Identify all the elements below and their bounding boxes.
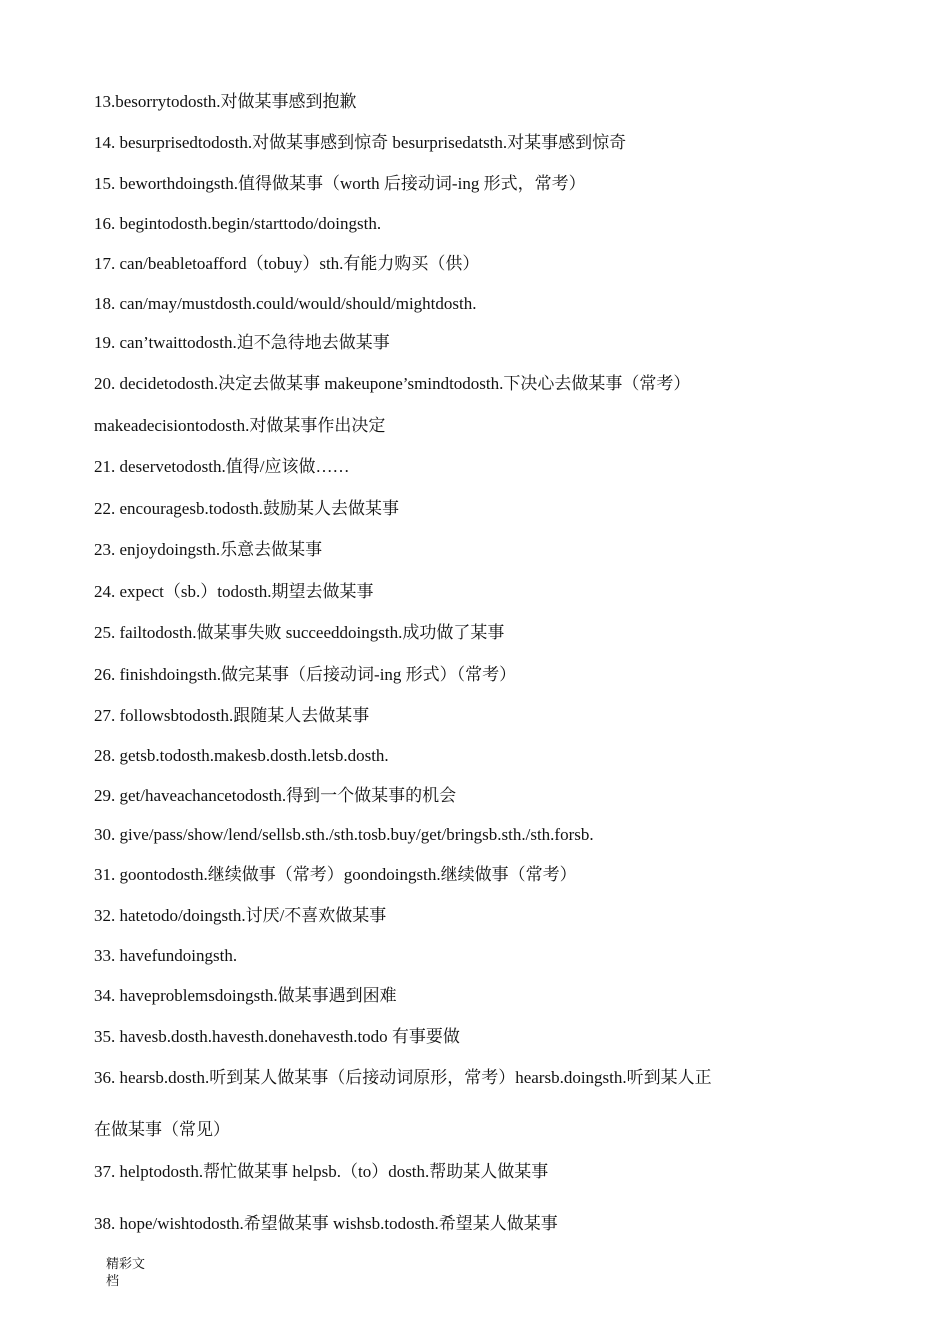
text-line-36: 36. hearsb.dosth.听到某人做某事（后接动词原形，常考）hearsb.doingsth.听到某人正 bbox=[94, 1068, 712, 1087]
text-line-38: 38. hope/wishtodosth.希望做某事 wishsb.todosth.希望某人做某事 bbox=[94, 1214, 558, 1233]
text-line-34: 34. haveproblemsdoingsth.做某事遇到困难 bbox=[94, 986, 397, 1005]
text-line-17: 17. can/beabletoafford（tobuy）sth.有能力购买（供） bbox=[94, 254, 480, 273]
text-line-19: 19. can’twaittodosth.迫不急待地去做某事 bbox=[94, 333, 390, 352]
text-line-16: 16. begintodosth.begin/starttodo/doingsth. bbox=[94, 214, 382, 233]
text-line-37: 37. helptodosth.帮忙做某事 helpsb.（to）dosth.帮助某人做某事 bbox=[94, 1162, 549, 1181]
text-line-24: 24. expect（sb.）todosth.期望去做某事 bbox=[94, 582, 374, 601]
text-line-20-cont: makeadecisiontodosth.对做某事作出决定 bbox=[94, 416, 386, 435]
text-line-26: 26. finishdoingsth.做完某事（后接动词-ing 形式）（常考） bbox=[94, 665, 517, 684]
text-line-30: 30. give/pass/show/lend/sellsb.sth./sth.tosb.buy/get/bringsb.sth./sth.forsb. bbox=[94, 825, 594, 844]
text-line-35: 35. havesb.dosth.havesth.donehavesth.todo 有事要做 bbox=[94, 1027, 460, 1046]
text-line-33: 33. havefundoingsth. bbox=[94, 946, 238, 965]
text-line-29: 29. get/haveachancetodosth.得到一个做某事的机会 bbox=[94, 786, 457, 805]
text-line-27: 27. followsbtodosth.跟随某人去做某事 bbox=[94, 706, 370, 725]
text-line-20: 20. decidetodosth.决定去做某事 makeupone’smindtodosth.下决心去做某事（常考） bbox=[94, 374, 691, 393]
page-footer: 精彩文档 bbox=[106, 1256, 146, 1288]
text-line-21: 21. deservetodosth.值得/应该做…… bbox=[94, 457, 350, 476]
text-line-31: 31. goontodosth.继续做事（常考）goondoingsth.继续做事（常考） bbox=[94, 865, 577, 884]
text-line-22: 22. encouragesb.todosth.鼓励某人去做某事 bbox=[94, 499, 400, 518]
text-line-23: 23. enjoydoingsth.乐意去做某事 bbox=[94, 540, 323, 559]
text-line-15: 15. beworthdoingsth.值得做某事（worth 后接动词-ing 形式，常考） bbox=[94, 174, 586, 193]
text-line-18: 18. can/may/mustdosth.could/would/should/mightdosth. bbox=[94, 294, 477, 313]
text-line-32: 32. hatetodo/doingsth.讨厌/不喜欢做某事 bbox=[94, 906, 387, 925]
text-line-25: 25. failtodosth.做某事失败 succeeddoingsth.成功做了某事 bbox=[94, 623, 505, 642]
text-line-14: 14. besurprisedtodosth.对做某事感到惊奇 besurprisedatsth.对某事感到惊奇 bbox=[94, 133, 627, 152]
text-line-28: 28. getsb.todosth.makesb.dosth.letsb.dosth. bbox=[94, 746, 389, 765]
text-line-36-cont: 在做某事（常见） bbox=[94, 1120, 230, 1139]
text-line-13: 13.besorrytodosth.对做某事感到抱歉 bbox=[94, 92, 357, 111]
